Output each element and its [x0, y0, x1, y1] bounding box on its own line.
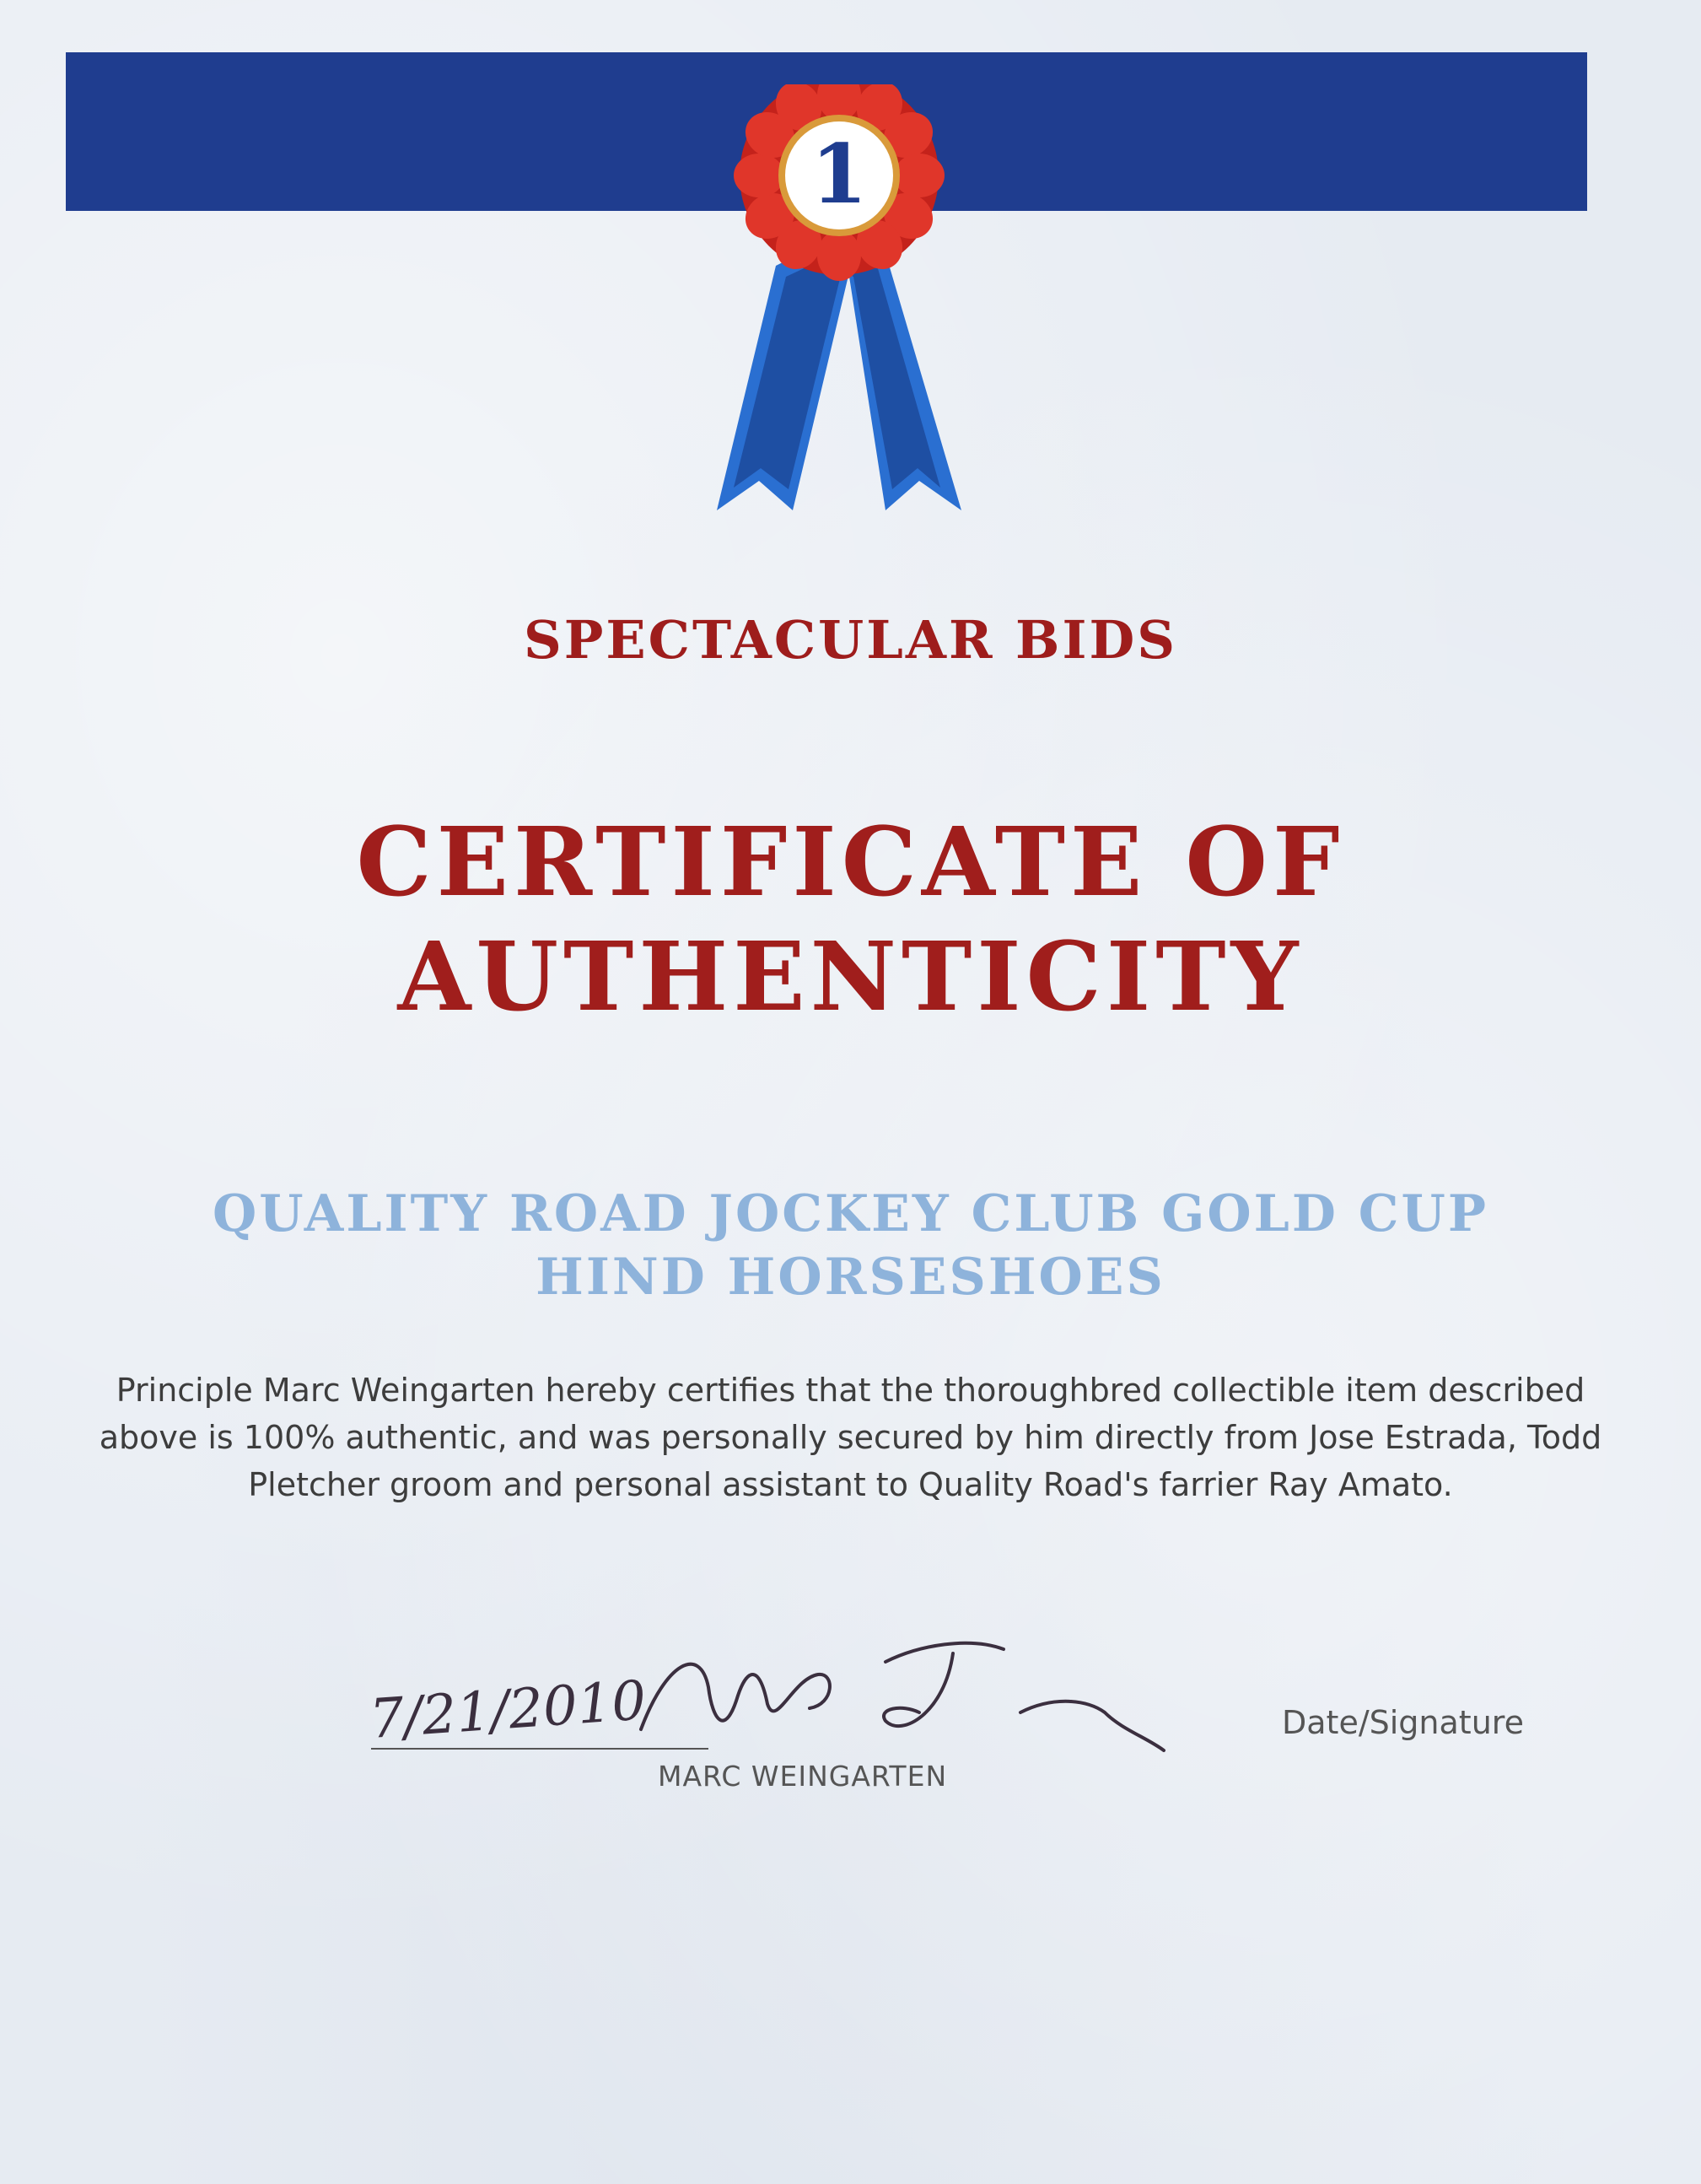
certificate-title-line-1: CERTIFICATE OF	[356, 807, 1345, 918]
rosette	[734, 84, 945, 281]
certificate-title	[0, 806, 1701, 1035]
item-title-line-2: HIND HORSESHOES	[536, 1248, 1165, 1307]
organization-name: SPECTACULAR BIDS	[523, 609, 1178, 671]
ribbon-tails	[717, 253, 961, 510]
item-title	[0, 1183, 1701, 1309]
handwritten-date-signature	[363, 1611, 1206, 1780]
badge-number: 1	[810, 127, 868, 222]
signature-line	[371, 1748, 708, 1750]
authenticity-statement: Principle Marc Weingarten hereby certifies that the thoroughbred collectible item described above is 100% authentic, and was personally secured by him directly from Jose Estrada, Todd Pletcher groom and personal assistant to Quality Road's farrier Ray Amato.	[99, 1372, 1602, 1503]
item-title-line-1: QUALITY ROAD JOCKEY CLUB GOLD CUP	[213, 1184, 1488, 1243]
handwritten-date: 7/21/2010	[367, 1669, 649, 1751]
signature-scrawl	[641, 1643, 1164, 1750]
certificate-title-line-2: AUTHENTICITY	[397, 922, 1304, 1033]
signer-name: MARC WEINGARTEN	[658, 1760, 948, 1793]
first-place-ribbon-icon	[708, 84, 978, 523]
date-signature-label: Date/Signature	[1282, 1704, 1524, 1741]
